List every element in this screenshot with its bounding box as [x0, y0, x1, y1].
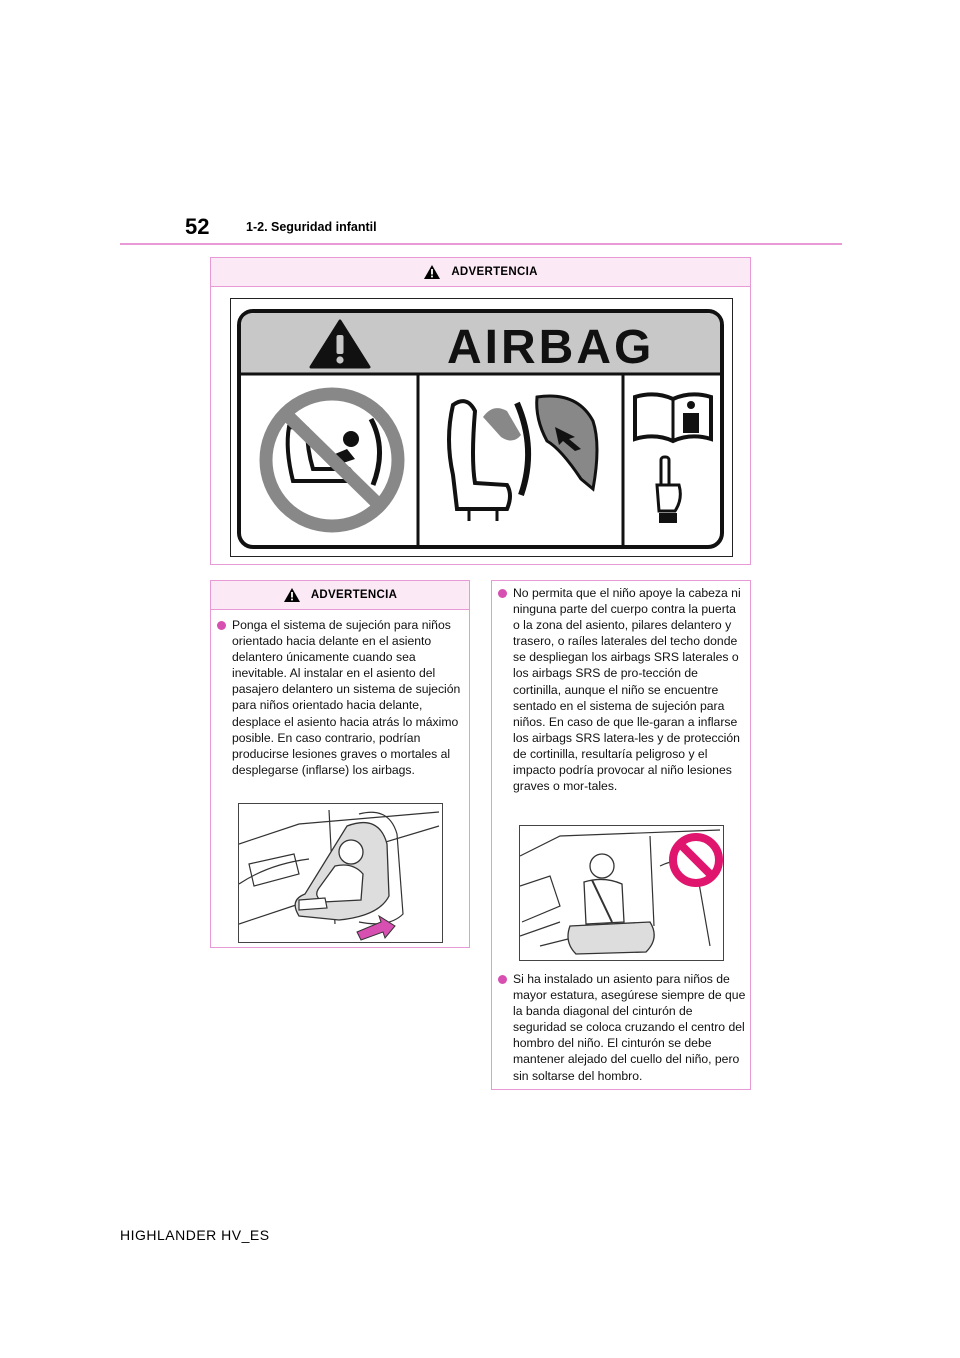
header-rule [120, 243, 842, 245]
bullet-icon [217, 621, 226, 630]
section-title: 1-2. Seguridad infantil [246, 220, 377, 234]
bullet-icon [498, 589, 507, 598]
airbag-warning-box [210, 257, 751, 565]
warning-triangle-icon [283, 587, 301, 603]
side-airbag-warning-box [491, 580, 751, 1090]
footer-model-name: HIGHLANDER HV_ES [120, 1227, 270, 1243]
warning-header [211, 581, 469, 610]
airbag-caution-label [231, 299, 732, 556]
prohibition-icon [673, 837, 719, 883]
warning-header [211, 258, 750, 287]
bullet-text: Ponga el sistema de sujeción para niños orientado hacia delante en el asiento delantero únicamente cuando sea inevitable. Al instalar en el asiento del pasajero delantero un sistema de sujeción para niños orientado hacia delante, desplace el asiento hacia atrás lo máximo posible. En caso contrario, podrían producirse lesiones graves o mortales al desplegarse (inflarse) los airbags. [232, 618, 461, 777]
child-on-booster-illustration [519, 825, 724, 961]
bullet-icon [498, 975, 507, 984]
warning-heading: ADVERTENCIA [451, 266, 538, 278]
forward-seat-warning-box [210, 580, 470, 948]
airbag-label-text: AIRBAG [447, 321, 655, 374]
page-number: 52 [185, 214, 210, 239]
warning-heading: ADVERTENCIA [310, 589, 398, 601]
prohibition-icon [266, 394, 398, 526]
bullet-text: Si ha instalado un asiento para niños de mayor estatura, asegúrese siempre de que la banda diagonal del cinturón de seguridad se coloca cruzando el centro del hombro del niño. El cinturón se debe mantener alejado del cuello del niño, pero sin soltarse del hombro. [513, 972, 746, 1083]
list-item [217, 617, 465, 778]
list-item [498, 585, 746, 794]
forward-facing-seat-illustration [238, 803, 443, 943]
list-item [498, 971, 746, 1084]
warning-triangle-icon [423, 264, 441, 280]
bullet-text: No permita que el niño apoye la cabeza ni ninguna parte del cuerpo contra la puerta o la zona del asiento, pilares delantero y trasero, o raíles laterales del techo donde se despliegan los airbags SRS laterales o los airbags SRS de pro-tección de cortinilla, aunque el niño se encuentre sentado en el sistema de sujeción para niños. En caso de que lle-garan a inflarse los airbags SRS latera-les y de protección de cortinilla, resultaría peligroso y el impacto podría provocar al niño lesiones graves o mor-tales. [513, 586, 741, 794]
airbag-label-frame [230, 298, 733, 557]
